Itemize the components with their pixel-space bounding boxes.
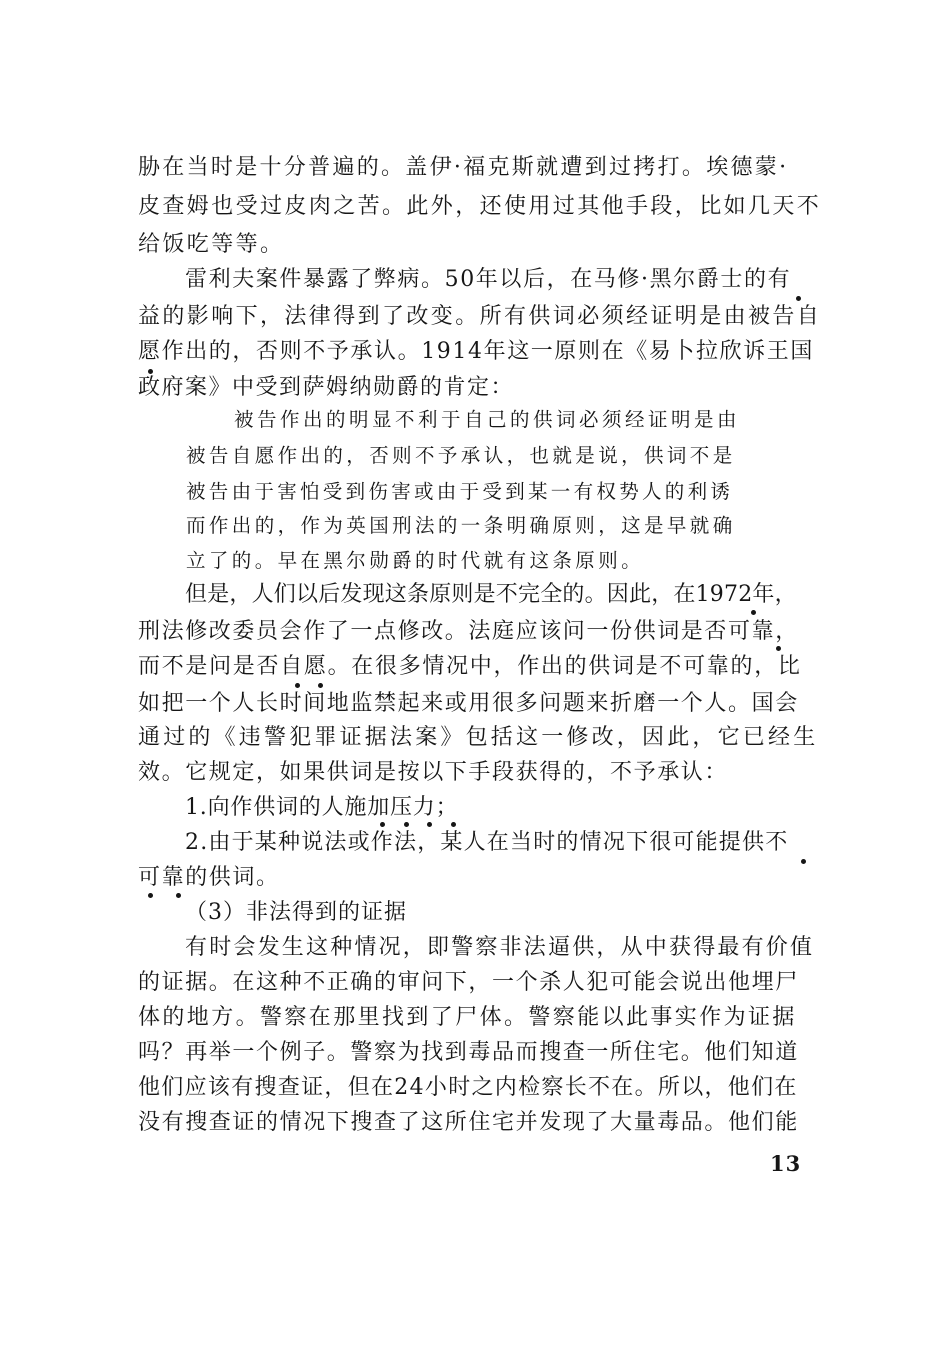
text-line: 雷利夫案件暴露了弊病。50年以后，在马修·黑尔爵士的有 bbox=[185, 267, 792, 292]
text-line: 胁在当时是十分普遍的。盖伊·福克斯就遭到过拷打。埃德蒙· bbox=[138, 155, 789, 180]
list-item: 2.由于某种说法或作法，某人在当时的情况下很可能提供不 bbox=[185, 830, 789, 855]
text-line: 给饭吃等等。 bbox=[138, 232, 285, 257]
text-line: 而不是问是否自愿。在很多情况中，作出的供词是不可靠的，比 bbox=[138, 654, 802, 679]
text-line: 皮查姆也受过皮肉之苦。此外，还使用过其他手段，比如几天不 bbox=[138, 194, 822, 219]
list-item: 1.向作供词的人施加压力； bbox=[185, 795, 459, 820]
text-line: 愿作出的，否则不予承认。1914年这一原则在《易卜拉欣诉王国 bbox=[138, 339, 814, 364]
emphasis-dot bbox=[776, 646, 781, 651]
text-line: 但是，人们以后发现这条原则是不完全的。因此，在1972年， bbox=[185, 582, 797, 607]
block-quote-line: 被告由于害怕受到伤害或由于受到某一有权势人的利诱 bbox=[186, 480, 734, 503]
text-line: 他们应该有搜查证，但在24小时之内检察长不在。所以，他们在 bbox=[138, 1075, 798, 1100]
text-line: 没有搜查证的情况下搜查了这所住宅并发现了大量毒品。他们能 bbox=[138, 1110, 799, 1135]
text-line: 效。它规定，如果供词是按以下手段获得的，不予承认： bbox=[138, 760, 729, 785]
text-line: 吗？再举一个例子。警察为找到毒品而搜查一所住宅。他们知道 bbox=[138, 1040, 799, 1065]
emphasis-dot bbox=[404, 822, 409, 827]
block-quote-line: 被告自愿作出的，否则不予承认，也就是说，供词不是 bbox=[186, 444, 736, 467]
emphasis-dot bbox=[148, 893, 153, 898]
page-number: 13 bbox=[770, 1151, 802, 1176]
text-line: 通过的《违警犯罪证据法案》包括这一修改，因此，它已经生 bbox=[138, 725, 819, 750]
emphasis-dot bbox=[801, 859, 806, 864]
text-line: 有时会发生这种情况，即警察非法逼供，从中获得最有价值 bbox=[185, 935, 815, 960]
text-line: 的证据。在这种不正确的审问下，一个杀人犯可能会说出他埋尸 bbox=[138, 970, 799, 995]
text-line: 刑法修改委员会作了一点修改。法庭应该问一份供词是否可靠， bbox=[138, 619, 799, 644]
block-quote-line: 被告作出的明显不利于自己的供词必须经证明是由 bbox=[234, 408, 741, 431]
emphasis-dot bbox=[295, 683, 300, 688]
text-line: 如把一个人长时间地监禁起来或用很多问题来折磨一个人。国会 bbox=[138, 691, 799, 716]
text-line: 益的影响下，法律得到了改变。所有供词必须经证明是由被告自 bbox=[138, 304, 822, 329]
block-quote-line: 立了的。早在黑尔勋爵的时代就有这条原则。 bbox=[186, 549, 645, 572]
emphasis-dot bbox=[796, 296, 801, 301]
list-item-continuation: 可靠的供词。 bbox=[138, 865, 280, 890]
emphasis-dot bbox=[427, 822, 432, 827]
emphasis-dot bbox=[751, 610, 756, 615]
emphasis-dot bbox=[148, 369, 153, 374]
text-line: 体的地方。警察在那里找到了尸体。警察能以此事实作为证据 bbox=[138, 1005, 797, 1030]
emphasis-dot bbox=[318, 683, 323, 688]
emphasis-dot bbox=[380, 822, 385, 827]
emphasis-dot bbox=[451, 822, 456, 827]
text-line: 政府案》中受到萨姆纳勋爵的肯定： bbox=[138, 375, 515, 400]
block-quote-line: 而作出的，作为英国刑法的一条明确原则，这是早就确 bbox=[186, 514, 736, 537]
section-heading: （3）非法得到的证据 bbox=[185, 900, 407, 925]
emphasis-dot bbox=[176, 893, 181, 898]
